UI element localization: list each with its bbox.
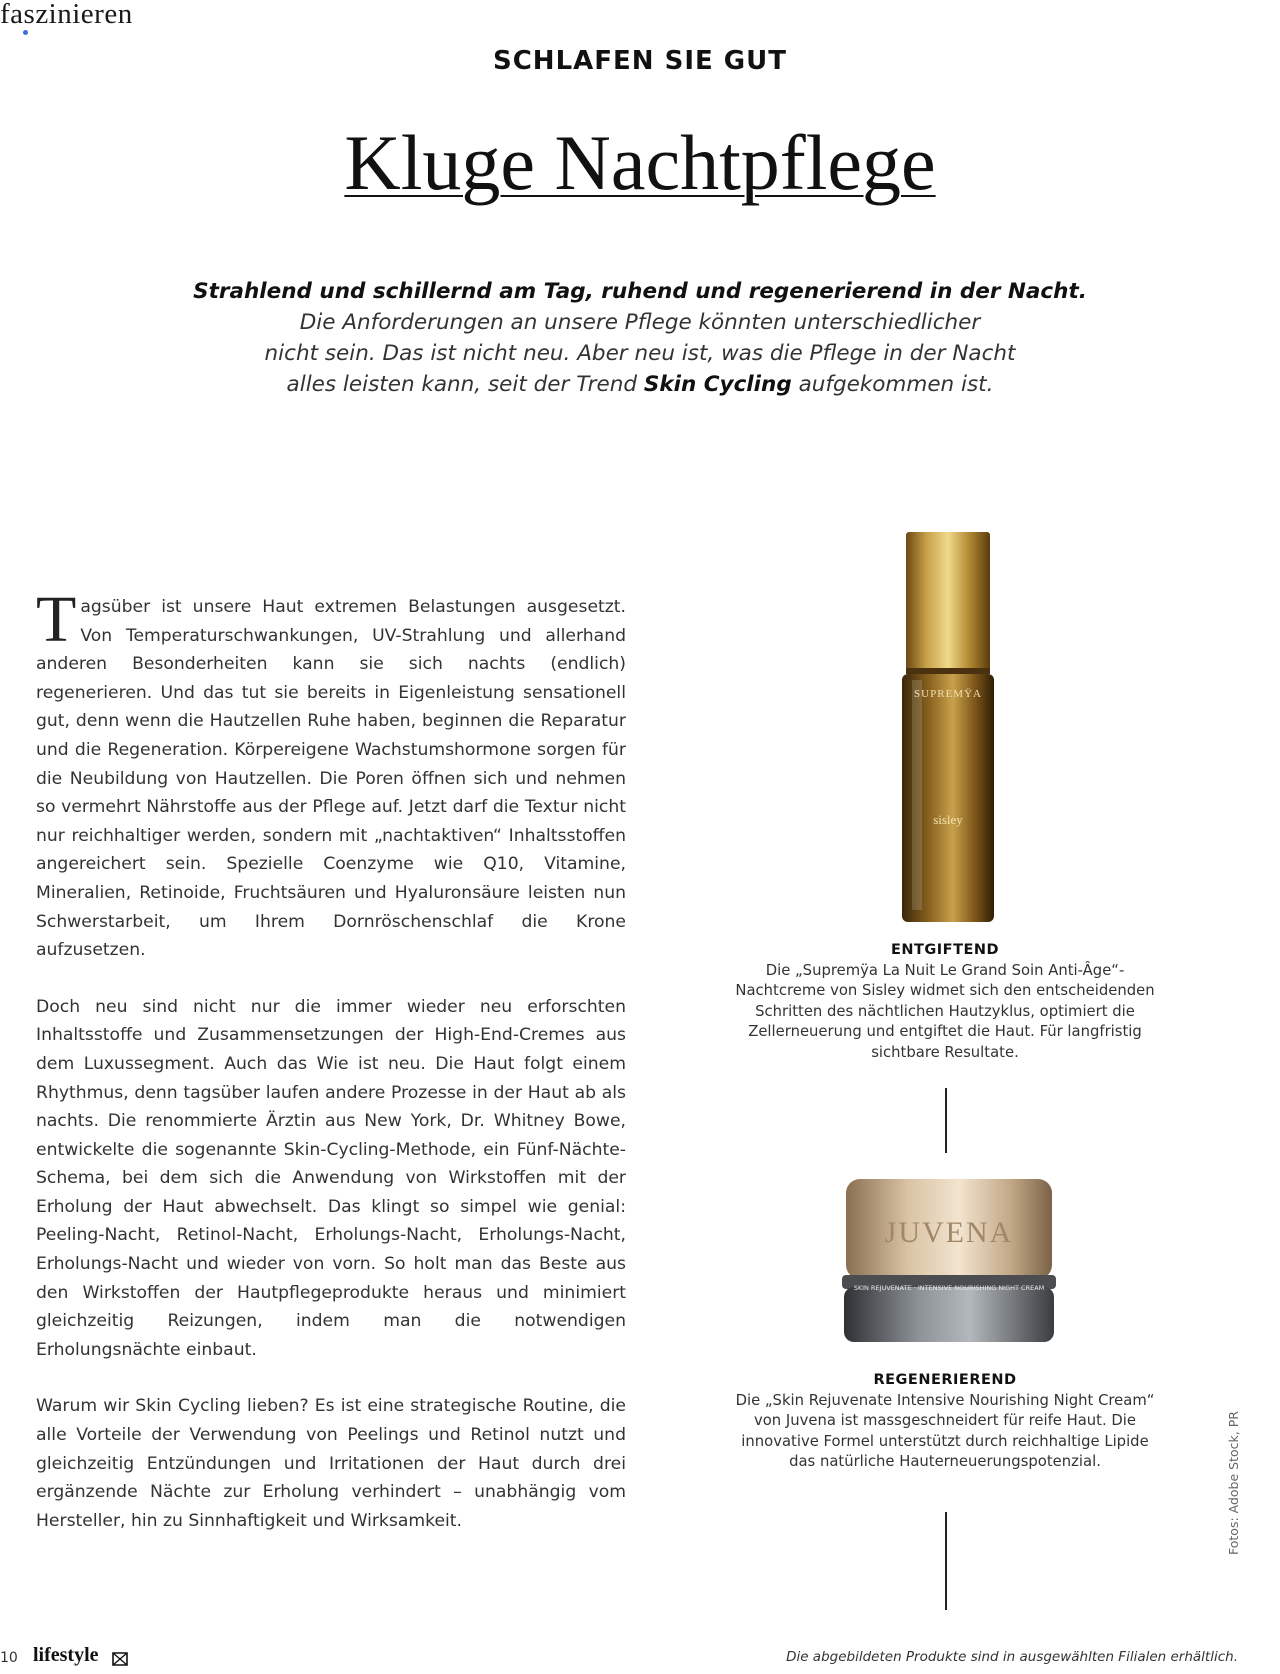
divider-line-1 bbox=[945, 1088, 947, 1153]
body-text bbox=[36, 583, 626, 1563]
dropcap: T bbox=[36, 583, 77, 656]
section-tag-mark bbox=[23, 30, 28, 35]
page-number: 10 bbox=[0, 1650, 18, 1666]
lead-paragraph bbox=[140, 276, 1140, 400]
sisley-label-line-1: SUPREMŸA bbox=[914, 688, 982, 700]
product-text-1: Die „Supremÿa La Nuit Le Grand Soin Anti-Âge“-Nachtcreme von Sisley widmet sich den entscheidenden Schritten des nächtlichen Hautzyklus, optimiert die Zellerneuerung und entgiftet die Haut. Für langfristig sichtbare Resultate. bbox=[735, 961, 1155, 1061]
body-paragraph-1-text: agsüber ist unsere Haut extremen Belastungen ausgesetzt. Von Temperaturschwankungen, UV-Strahlung und allerhand anderen Besonderheiten kann sie sich nachts (endlich) regenerieren. Und das tut sie bereits in Eigenleistung sensationell gut, denn wenn die Hautzellen Ruhe haben, beginnen die Reparatur und die Regeneration. Körpereigene Wachstumshormone sorgen für die Neubildung von Hautzellen. Die Poren öffnen sich und nehmen so vermehrt Nährstoffe aus der Pflege auf. Jetzt darf die Textur nicht nur reichhaltiger werden, sondern mit „nachtaktiven“ Inhaltsstoffen angereichert sein. Spezielle Coenzyme wie Q10, Vitamine, Mineralien, Retinoide, Fruchtsäuren und Hyaluronsäure leisten nun Schwerstarbeit, um Ihrem Dornröschenschlaf die Krone aufzusetzen. bbox=[36, 597, 626, 961]
product-caption-1 bbox=[730, 940, 1160, 1063]
lead-highlight: Skin Cycling bbox=[643, 372, 792, 397]
kicker: SCHLAFEN SIE GUT bbox=[493, 46, 787, 76]
brand-mark-icon bbox=[111, 1651, 129, 1667]
juvena-label-line-2: SKIN REJUVENATE · INTENSIVE NOURISHING NIGHT CREAM bbox=[853, 1284, 1045, 1292]
page-title-text: Kluge Nachtpflege bbox=[344, 119, 936, 206]
body-paragraph-1 bbox=[36, 583, 626, 965]
sisley-label bbox=[898, 688, 998, 828]
sisley-label-line-2: sisley bbox=[933, 812, 963, 827]
footer-brand: lifestyle bbox=[33, 1644, 99, 1666]
lead-line-4-pre: alles leisten kann, seit der Trend bbox=[286, 372, 644, 397]
product-heading-1: ENTGIFTEND bbox=[890, 942, 1000, 958]
lead-line-4 bbox=[140, 369, 1140, 400]
juvena-label-line-1: JUVENA bbox=[884, 1216, 1014, 1249]
product-text-2: Die „Skin Rejuvenate Intensive Nourishing Night Cream“ von Juvena ist massgeschneidert für reife Haut. Die innovative Formel unterstützt durch reichhaltige Lipide das natürliche Hauterneuerungspotenzial. bbox=[735, 1391, 1155, 1470]
product-caption-2 bbox=[730, 1370, 1160, 1473]
product-heading-2: REGENERIEREND bbox=[873, 1372, 1017, 1388]
juvena-label bbox=[838, 1216, 1060, 1292]
photo-credit: Fotos: Adobe Stock, PR bbox=[1226, 1411, 1241, 1555]
brand-logo-icon bbox=[111, 1651, 129, 1671]
lead-line-3: nicht sein. Das ist nicht neu. Aber neu ist, was die Pflege in der Nacht bbox=[264, 341, 1016, 366]
footer-note: Die abgebildeten Produkte sind in ausgewählten Filialen erhältlich. bbox=[786, 1649, 1238, 1665]
section-tag: faszinieren bbox=[0, 0, 133, 30]
lead-line-4-post: aufgekommen ist. bbox=[791, 372, 994, 397]
lead-line-2: Die Anforderungen an unsere Pflege könnten unterschiedlicher bbox=[299, 310, 981, 335]
lead-line-1: Strahlend und schillernd am Tag, ruhend und regenerierend in der Nacht. bbox=[193, 279, 1087, 304]
body-paragraph-2: Doch neu sind nicht nur die immer wieder neu erforschten Inhaltsstoffe und Zusammensetzungen der High-End-Cremes aus dem Luxussegment. Auch das Wie ist neu. Die Haut folgt einem Rhythmus, denn tagsüber laufen andere Prozesse in der Haut ab als nachts. Die renommierte Ärztin aus New York, Dr. Whitney Bowe, entwickelte die sogenannte Skin-Cycling-Methode, ein Fünf-Nächte-Schema, bei dem sich die Anwendung von Wirkstoffen mit der Erholung der Haut abwechselt. Das klingt so simpel wie genial: Peeling-Nacht, Retinol-Nacht, Erholungs-Nacht, Erholungs-Nacht, Erholungs-Nacht und wieder von vorn. So holt man das Beste aus den Wirkstoffen der Hautpflegeprodukte heraus und minimiert gleichzeitig Reizungen, indem man die notwendigen Erholungsnächte einbaut. bbox=[36, 996, 626, 1360]
body-paragraph-3: Warum wir Skin Cycling lieben? Es ist eine strategische Routine, die alle Vorteile der Verwendung von Peelings und Retinol nutzt und gleichzeitig Entzündungen und Irritationen der Haut durch drei ergänzende Nächte zur Erholung verhindert – unabhängig vom Hersteller, hin zu Sinnhaftigkeit und Wirksamkeit. bbox=[36, 1396, 626, 1531]
page-title bbox=[0, 118, 1280, 208]
divider-line-2 bbox=[945, 1512, 947, 1610]
